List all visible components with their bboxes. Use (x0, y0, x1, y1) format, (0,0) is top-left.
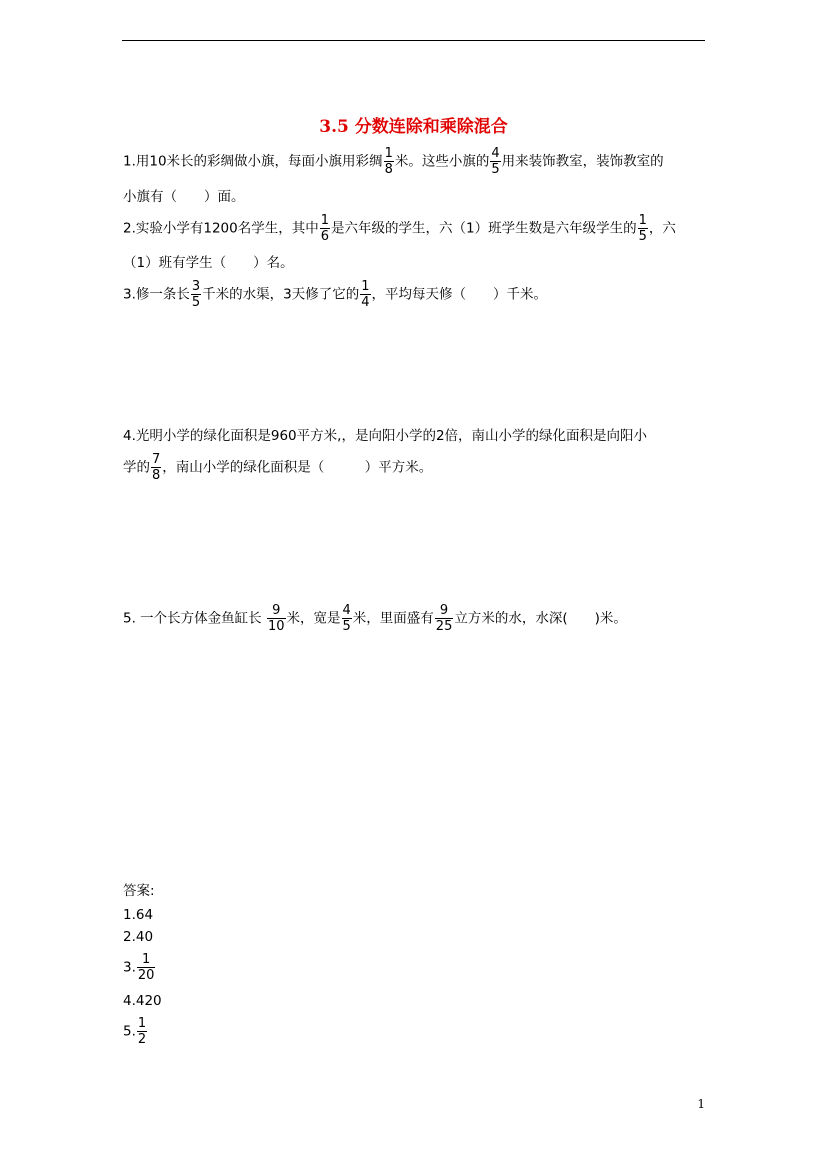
q1-f2-num: 4 (491, 146, 500, 161)
q1-f1-num: 1 (384, 146, 393, 161)
q2-fraction-1 (320, 214, 330, 243)
q1-fraction-1 (384, 147, 394, 176)
page-title: 3.5 分数连除和乘除混合 (319, 117, 508, 137)
q3-f1-den: 5 (191, 295, 201, 310)
q5-f2-num: 4 (342, 603, 351, 618)
answer-5-prefix: 5. (123, 1023, 136, 1040)
q1-fraction-2 (490, 147, 500, 176)
q3-text-b: 千米的水渠，3天修了它的 (202, 286, 360, 303)
q4-text-b: ，南山小学的绿化面积是（ ）平方米。 (162, 459, 433, 476)
answer-5 (123, 1017, 148, 1046)
question-3 (123, 280, 547, 309)
q4-f1-den: 8 (152, 468, 161, 483)
q2-text-a: 2.实验小学有1200名学生，其中 (123, 220, 319, 237)
answer-1: 1.64 (123, 907, 154, 923)
q3-f2-den: 4 (361, 295, 370, 310)
q2-f1-num: 1 (320, 213, 330, 228)
question-1-line-2: 小旗有（ ）面。 (123, 189, 245, 205)
answer-3 (123, 953, 156, 982)
q5-text-d: 立方米的水，水深( )米。 (454, 610, 627, 627)
q2-f2-den: 5 (638, 229, 647, 244)
q5-fraction-3 (435, 604, 454, 633)
q4-fraction-1 (151, 453, 161, 482)
q1-f2-den: 5 (491, 162, 500, 177)
q1-text-a: 1.用10米长的彩绸做小旗，每面小旗用彩绸 (123, 153, 383, 170)
q3-fraction-1 (191, 280, 201, 309)
answer-2: 2.40 (123, 929, 154, 945)
question-4-line-2 (123, 453, 432, 482)
q2-text-b: 是六年级的学生，六（1）班学生数是六年级学生的 (331, 220, 637, 237)
q2-f2-num: 1 (638, 213, 647, 228)
q1-text-b: 米。这些小旗的 (394, 153, 490, 170)
page-number: 1 (697, 1097, 705, 1111)
q3-f1-num: 3 (191, 279, 201, 294)
answer-3-fraction (137, 953, 156, 982)
header-rule (122, 40, 705, 41)
q4-f1-num: 7 (152, 452, 161, 467)
q4-text-a: 学的 (123, 459, 150, 476)
question-2-line-1 (123, 214, 676, 243)
question-5 (123, 604, 627, 633)
answer-3-num: 1 (137, 953, 156, 968)
answer-5-fraction (137, 1017, 147, 1046)
q5-fraction-1 (267, 604, 286, 633)
q2-fraction-2 (638, 214, 648, 243)
answer-5-num: 1 (137, 1016, 147, 1031)
q3-text-c: ，平均每天修（ ）千米。 (371, 286, 548, 303)
question-1-line-1 (123, 147, 664, 176)
q1-f1-den: 8 (384, 162, 393, 177)
q5-text-c: 米，里面盛有 (352, 610, 434, 627)
q5-text-a: 5. 一个长方体金鱼缸长 (123, 610, 266, 627)
question-4-line-1: 4.光明小学的绿化面积是960平方米,，是向阳小学的2倍，南山小学的绿化面积是向阳小 (123, 428, 648, 444)
q3-f2-num: 1 (361, 279, 370, 294)
q2-f1-den: 6 (320, 229, 330, 244)
q5-f1-num: 9 (267, 604, 286, 619)
q2-text-c: ，六 (648, 220, 676, 237)
answer-3-den: 20 (137, 968, 155, 983)
q5-f2-den: 5 (342, 619, 351, 634)
q5-f3-den: 25 (435, 619, 453, 634)
q5-f3-num: 9 (435, 604, 454, 619)
q3-text-a: 3.修一条长 (123, 286, 190, 303)
q5-text-b: 米，宽是 (286, 610, 341, 627)
answer-4: 4.420 (123, 993, 162, 1009)
q5-fraction-2 (342, 604, 352, 633)
answers-heading: 答案: (123, 883, 155, 899)
q3-fraction-2 (360, 280, 370, 309)
q5-f1-den: 10 (267, 619, 285, 634)
q1-text-c: 用来装饰教室，装饰教室的 (501, 153, 664, 170)
answer-3-prefix: 3. (123, 959, 136, 976)
question-2-line-2: （1）班有学生（ ）名。 (123, 255, 294, 271)
answer-5-den: 2 (137, 1032, 147, 1047)
